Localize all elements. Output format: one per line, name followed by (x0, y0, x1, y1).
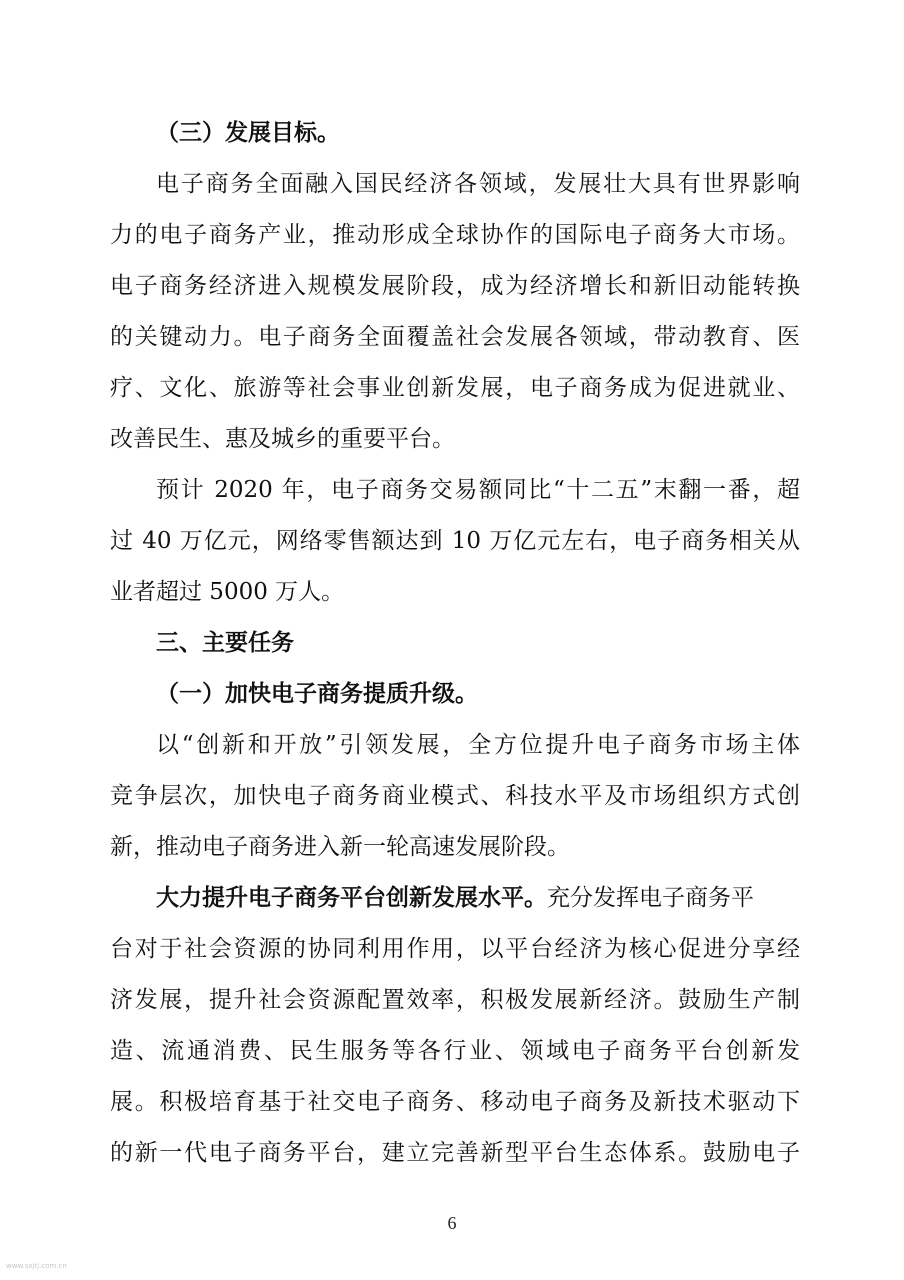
paragraph-line: 的新一代电子商务平台，建立完善新型平台生态体系。鼓励电子 (110, 1140, 800, 1166)
paragraph-line: 以“创新和开放”引领发展，全方位提升电子商务市场主体 (156, 732, 800, 758)
paragraph-line: 力的电子商务产业，推动形成全球协作的国际电子商务大市场。 (110, 222, 800, 248)
page-number: 6 (447, 1213, 457, 1233)
watermark-text: www.sxjtj.com.cn (6, 1262, 67, 1270)
subheading-development-goals: （三）发展目标。 (156, 120, 340, 146)
section-heading-main-tasks: 三、主要任务 (156, 630, 294, 656)
paragraph-line: 济发展，提升社会资源配置效率，积极发展新经济。鼓励生产制 (110, 987, 800, 1013)
paragraph-line: 的关键动力。电子商务全面覆盖社会发展各领域，带动教育、医 (110, 324, 800, 350)
paragraph-line: 造、流通消费、民生服务等各行业、领域电子商务平台创新发 (110, 1038, 800, 1064)
paragraph-line: 改善民生、惠及城乡的重要平台。 (110, 426, 455, 452)
paragraph-line: 预计 2020 年，电子商务交易额同比“十二五”末翻一番，超 (156, 477, 800, 503)
paragraph-line: 过 40 万亿元，网络零售额达到 10 万亿元左右，电子商务相关从 (110, 528, 800, 554)
paragraph-line: 疗、文化、旅游等社会事业创新发展，电子商务成为促进就业、 (110, 375, 800, 401)
paragraph-line-mixed (110, 873, 800, 924)
paragraph-line: 业者超过 5000 万人。 (110, 579, 345, 605)
inline-text: 充分发挥电子商务平 (547, 885, 754, 911)
paragraph-line: 台对于社会资源的协同利用作用，以平台经济为核心促进分享经 (110, 936, 800, 962)
subheading-upgrade: （一）加快电子商务提质升级。 (156, 681, 478, 707)
paragraph-line: 竞争层次，加快电子商务商业模式、科技水平及市场组织方式创 (110, 783, 800, 809)
paragraph-line: 电子商务全面融入国民经济各领域，发展壮大具有世界影响 (156, 171, 800, 197)
document-body (110, 108, 800, 1179)
paragraph-line: 电子商务经济进入规模发展阶段，成为经济增长和新旧动能转换 (110, 273, 800, 299)
inline-bold-heading: 大力提升电子商务平台创新发展水平。 (156, 885, 547, 911)
paragraph-line: 展。积极培育基于社交电子商务、移动电子商务及新技术驱动下 (110, 1089, 800, 1115)
paragraph-line: 新，推动电子商务进入新一轮高速发展阶段。 (110, 834, 570, 860)
